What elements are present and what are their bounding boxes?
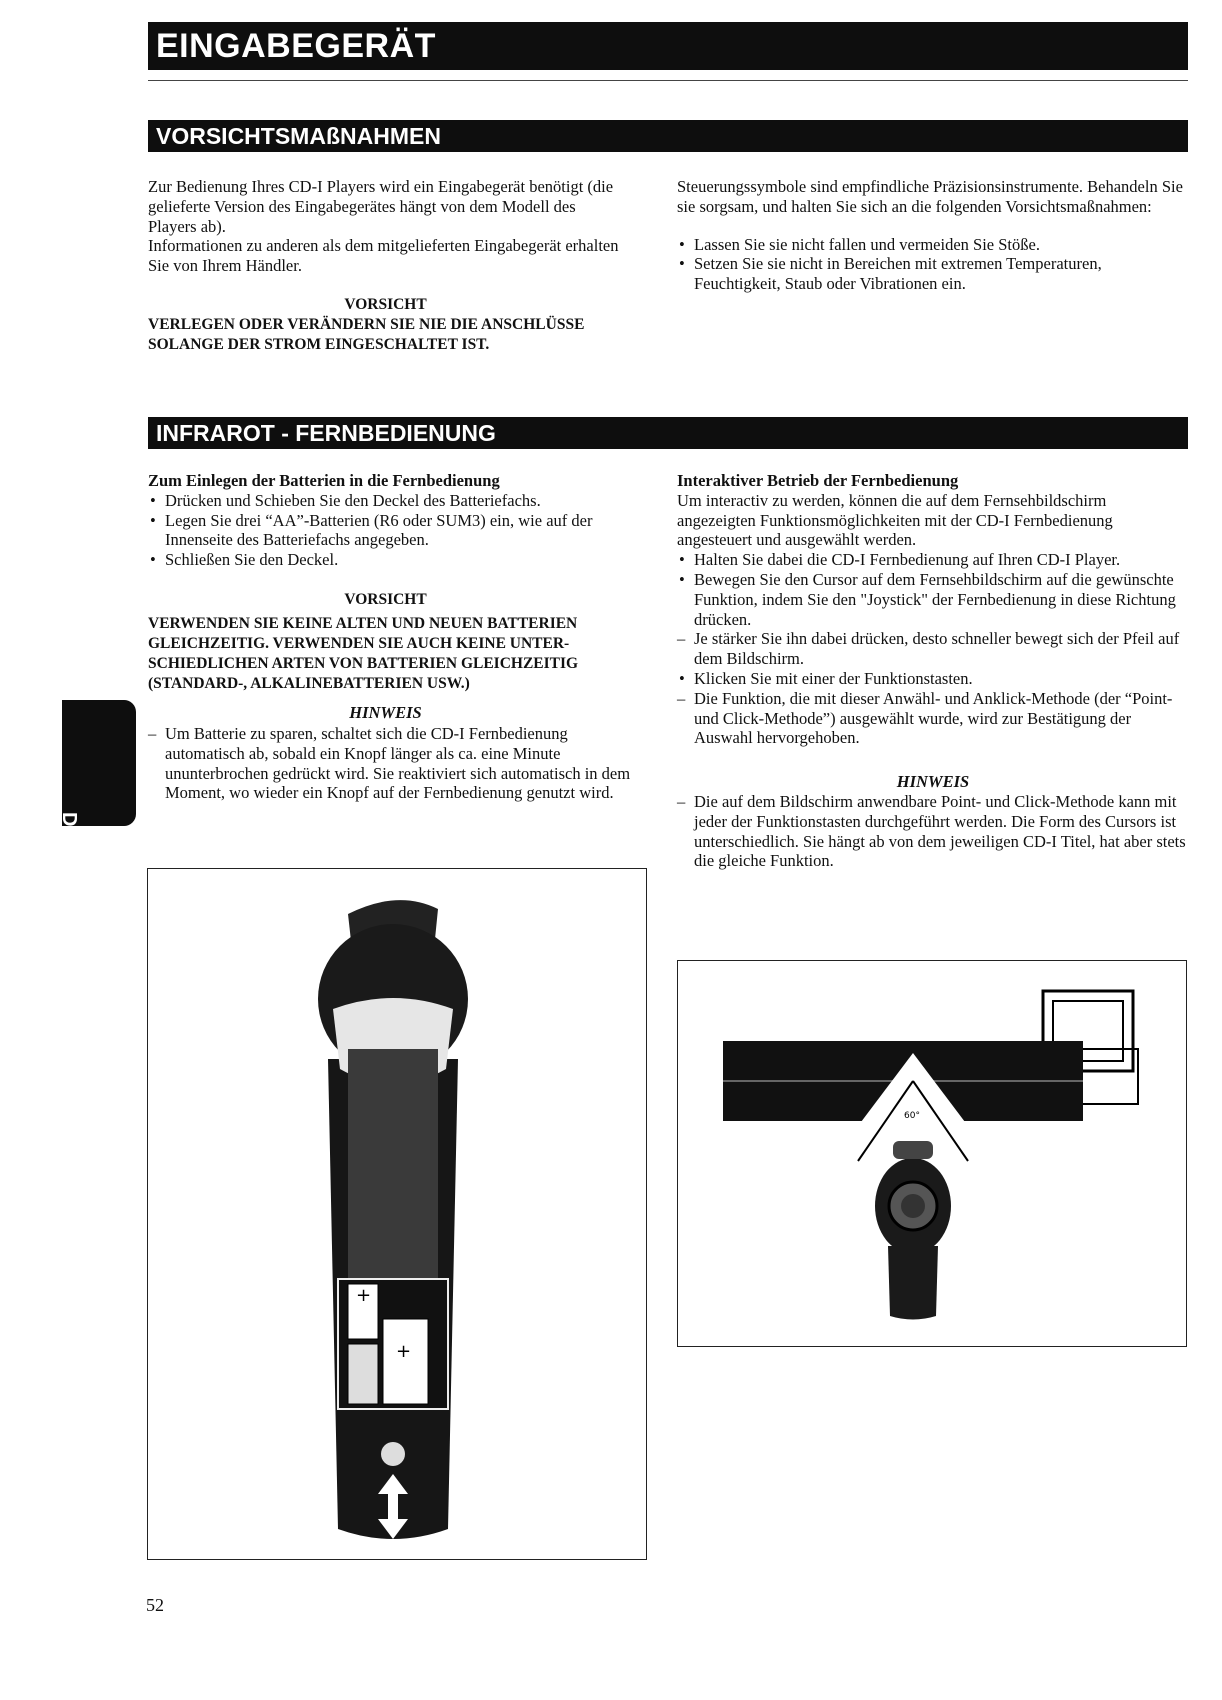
battery-steps-list <box>148 491 638 570</box>
list-item: – Die Funktion, die mit dieser Anwähl- und Anklick-Methode (der “Point- und Click-Methode”) ausgewählt wurde, wird zur Bestätigung der Auswahl hervorgehoben. <box>677 689 1189 748</box>
list-item: • Lassen Sie sie nicht fallen und vermeiden Sie Stöße. <box>677 235 1187 255</box>
interactive-intro: Um interactiv zu werden, können die auf dem Fernsehbildschirm angezeigten Funktionsmöglichkeiten mit der CD-I Fernbedienung angesteuert und ausgewählt werden. <box>677 490 1113 550</box>
list-item: • Schließen Sie den Deckel. <box>148 550 638 570</box>
list-item: • Legen Sie drei “AA”-Batterien (R6 oder SUM3) ein, wie auf der Innenseite des Batteriefachs angegeben. <box>148 511 638 551</box>
figure-remote-batteries <box>147 868 647 1560</box>
page-number: 52 <box>146 1595 164 1615</box>
battery-caution-heading: VORSICHT <box>344 591 427 608</box>
remote-left-column <box>148 471 638 570</box>
remote-battery-illustration <box>148 869 645 1558</box>
interactive-subheading: Interaktiver Betrieb der Fernbedienung <box>677 471 959 490</box>
list-item: • Halten Sie dabei die CD-I Fernbedienung auf Ihren CD-I Player. <box>677 550 1189 570</box>
language-tab <box>58 700 136 891</box>
precautions-left-column <box>148 177 623 276</box>
remote-right-column <box>677 471 1189 871</box>
player-remote-illustration <box>678 961 1185 1345</box>
battery-hint-heading: HINWEIS <box>349 703 422 722</box>
precautions-right-intro: Steuerungssymbole sind empfindliche Präzisionsinstrumente. Behandeln Sie sie sorgsam, und halten Sie sich an die folgenden Vorsichtsmaßnahmen: <box>677 177 1183 216</box>
precautions-caution-heading: VORSICHT <box>344 296 427 313</box>
list-item: • Drücken und Schieben Sie den Deckel des Batteriefachs. <box>148 491 638 511</box>
list-item: • Setzen Sie sie nicht in Bereichen mit extremen Temperaturen, Feuchtigkeit, Staub oder Vibrationen ein. <box>677 254 1187 294</box>
svg-text:+: + <box>356 1285 372 1306</box>
section-title-remote: INFRAROT - FERNBEDIENUNG <box>148 417 1188 449</box>
precautions-right-column <box>677 177 1187 294</box>
list-item: – Je stärker Sie ihn dabei drücken, desto schneller bewegt sich der Pfeil auf dem Bildschirm. <box>677 629 1189 669</box>
svg-text:+: + <box>396 1341 412 1362</box>
battery-hint <box>148 724 650 803</box>
interactive-steps-list <box>677 550 1189 748</box>
page-title: EINGABEGERÄT <box>148 22 1188 70</box>
battery-hint-text: – Um Batterie zu sparen, schaltet sich die CD-I Fernbedienung automatisch ab, sobald ein Knopf länger als ca. eine Minute ununterbrochen gedrückt wird. Sie reaktiviert sich automatisch in dem Moment, wo wieder ein Knopf auf der Fernbedienung genutzt wird. <box>148 724 650 803</box>
header-rule <box>148 80 1188 81</box>
interactive-hint-heading: HINWEIS <box>896 772 970 792</box>
beam-angle-label: 60° <box>904 1111 920 1121</box>
figure-remote-player <box>677 960 1187 1347</box>
list-item: • Klicken Sie mit einer der Funktionstasten. <box>677 669 1189 689</box>
interactive-hint-text: – Die auf dem Bildschirm anwendbare Point- und Click-Methode kann mit jeder der Funktionstasten durchgeführt werden. Die Form des Cursors ist unterschiedlich. Sie hängt ab von dem jeweiligen CD-I Titel, hat aber stets die gleiche Funktion. <box>677 792 1189 871</box>
list-item: • Bewegen Sie den Cursor auf dem Fernsehbildschirm auf die gewünschte Funktion, indem Sie den "Joystick" der Fernbedienung in diese Richtung drücken. <box>677 570 1189 629</box>
precautions-caution-text: VERLEGEN ODER VERÄNDERN SIE NIE DIE ANSCHLÜSSE SOLANGE DER STROM EINGESCHALTET IST. <box>148 316 585 353</box>
section-title-precautions: VORSICHTSMAßNAHMEN <box>148 120 1188 152</box>
precautions-bullet-list <box>677 235 1187 294</box>
language-tab-label: Deutsch <box>58 812 80 891</box>
battery-subheading: Zum Einlegen der Batterien in die Fernbedienung <box>148 471 500 490</box>
battery-caution-text: VERWENDEN SIE KEINE ALTEN UND NEUEN BATTERIEN GLEICHZEITIG. VERWENDEN SIE AUCH KEINE UNTER-SCHIEDLICHEN ARTEN VON BATTERIEN GLEICHZEITIG (STANDARD-, ALKALINEBATTERIEN USW.) <box>148 615 579 692</box>
precautions-paragraph-1: Zur Bedienung Ihres CD-I Players wird ein Eingabegerät benötigt (die gelieferte Version des Eingabegerätes hängt von dem Modell des Players ab). <box>148 177 614 236</box>
precautions-paragraph-2: Informationen zu anderen als dem mitgelieferten Eingabegerät erhalten Sie von Ihrem Händler. <box>148 236 619 276</box>
